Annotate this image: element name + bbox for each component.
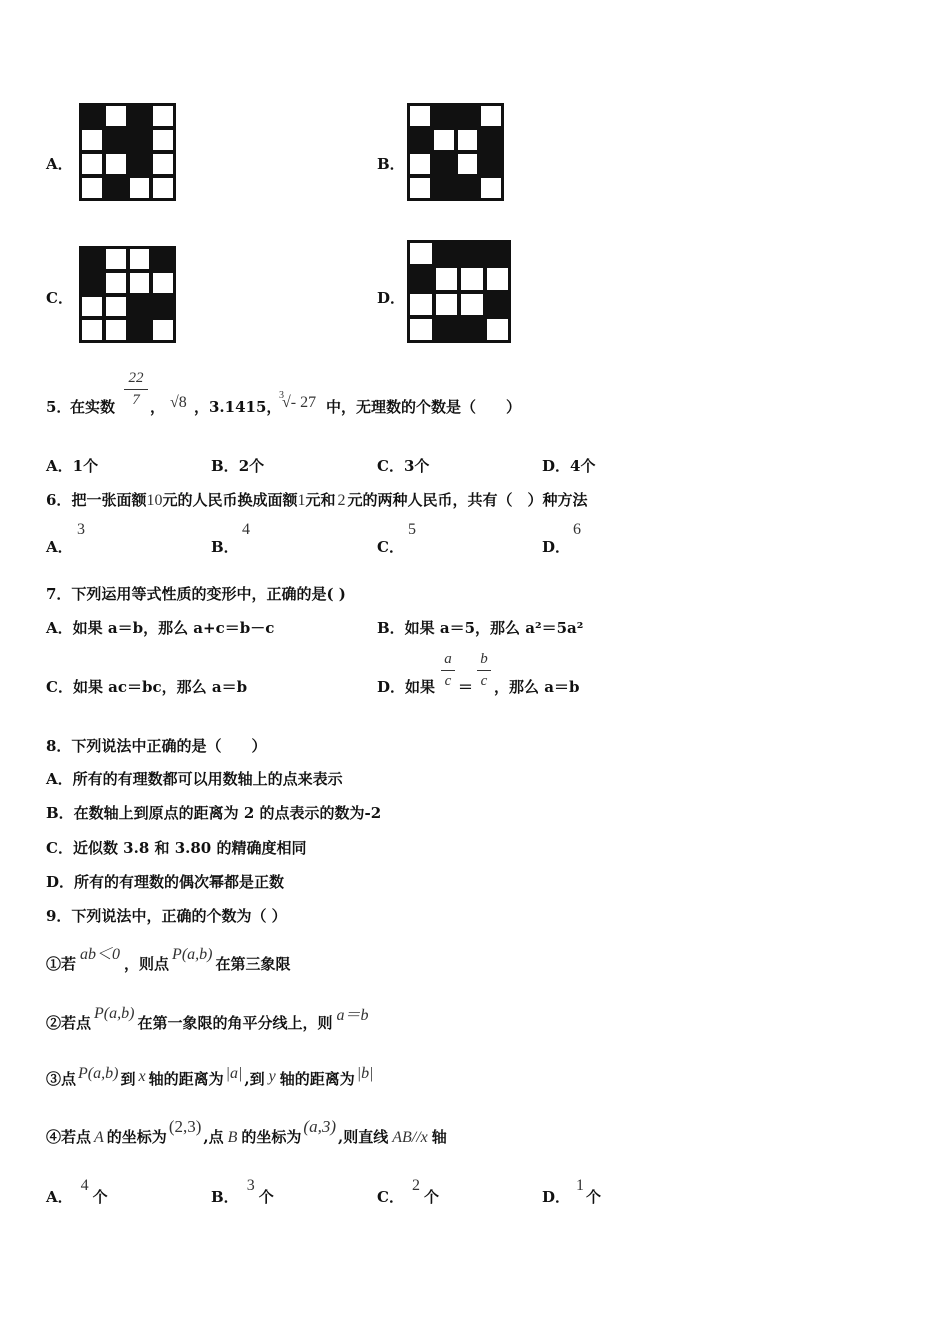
q5-fraction [124, 370, 148, 409]
grid-cell-white [152, 272, 174, 294]
q6-option-d-label[interactable]: D． [542, 538, 571, 556]
s4-c: ,点 [203, 1128, 224, 1146]
grid-cell-black [433, 105, 455, 127]
s3-c: 轴的距离为 [148, 1070, 224, 1088]
option-text: 1个 [72, 457, 99, 475]
option-num: 3 [246, 1177, 255, 1194]
frac-num: a [444, 651, 452, 667]
grid-cell-white [480, 177, 502, 199]
q6-n1: 10 [146, 492, 163, 509]
option-label: B． [211, 1188, 239, 1206]
grid-cell-white [81, 177, 103, 199]
q9-statement-2 [46, 1005, 372, 1033]
grid-cell-black [129, 129, 151, 151]
q6-part3: 元和 [305, 491, 336, 509]
q5-frac-den: 7 [132, 392, 140, 408]
q6-part2: 元的人民币换成面额 [162, 491, 298, 509]
grid-cell-black [486, 293, 510, 316]
grid-option-b-label: B． [377, 155, 405, 173]
frac-den: c [444, 673, 452, 689]
grid-cell-black [81, 272, 103, 294]
fraction-bar [124, 389, 148, 390]
q9-option-d[interactable] [542, 1177, 602, 1207]
q9-option-c[interactable] [377, 1177, 439, 1207]
s2-a: ②若点 [46, 1014, 92, 1032]
option-text: 3个 [403, 457, 430, 475]
s3-d: ,到 [244, 1070, 265, 1088]
q5-option-a[interactable] [46, 455, 98, 476]
grid-cell-black [435, 242, 459, 265]
grid-cell-black [129, 105, 151, 127]
q7-stem: 7．下列运用等式性质的变形中，正确的是( ) [46, 585, 346, 603]
option-label: D． [542, 457, 571, 475]
grid-cell-white [152, 105, 174, 127]
option-num: 2 [411, 1177, 420, 1194]
grid-option-d-figure [407, 240, 511, 343]
grid-cell-white [486, 267, 510, 290]
grid-cell-black [480, 129, 502, 151]
s1-m1: ab＜0 [80, 946, 121, 963]
grid-cell-black [129, 153, 151, 175]
q9-statement-4 [46, 1117, 447, 1147]
grid-cell-white [152, 319, 174, 341]
grid-cell-white [129, 248, 151, 270]
grid-option-b-figure [407, 103, 504, 201]
grid-cell-black [81, 105, 103, 127]
s1-b: ，则点 [124, 955, 170, 973]
grid-cell-black [460, 318, 484, 341]
grid-cell-black [81, 248, 103, 270]
s3-a: ③点 [46, 1070, 77, 1088]
q5-option-d[interactable] [542, 455, 595, 476]
grid-option-a-figure [79, 103, 176, 201]
option-label: C． [377, 457, 404, 475]
grid-option-c-label: C． [46, 289, 73, 307]
q8-option-c[interactable]: C．近似数 3.8 和 3.80 的精确度相同 [46, 839, 307, 857]
grid-cell-black [457, 177, 479, 199]
grid-cell-white [409, 153, 431, 175]
q5-sep1: ， [150, 398, 166, 416]
s4-e: ,则直线 [338, 1128, 389, 1146]
q5-cbrt: √- 27 [282, 394, 317, 411]
option-label: C． [377, 1188, 404, 1206]
s1-m2: P(a,b) [172, 946, 213, 963]
s1-c: 在第三象限 [215, 955, 291, 973]
grid-cell-black [457, 105, 479, 127]
q5-cbrt-index: 3 [279, 390, 284, 401]
s4-m4: (a,3) [303, 1117, 336, 1136]
s2-m2: a＝b [336, 1007, 369, 1024]
grid-cell-white [81, 129, 103, 151]
q7-option-d-suffix: ，那么 a＝b [494, 678, 580, 696]
grid-cell-white [105, 319, 127, 341]
q5-option-b[interactable] [211, 455, 264, 476]
grid-option-d-label: D． [377, 289, 406, 307]
grid-cell-white [129, 177, 151, 199]
grid-cell-white [81, 319, 103, 341]
s4-a: ④若点 [46, 1128, 92, 1146]
grid-cell-black [105, 129, 127, 151]
q8-option-a[interactable]: A．所有的有理数都可以用数轴上的点来表示 [46, 770, 343, 788]
grid-cell-white [435, 293, 459, 316]
s3-m3: |a| [225, 1065, 243, 1082]
q6-option-b-text: 4 [242, 521, 250, 538]
q7-option-d-eq: ＝ [458, 678, 474, 696]
grid-cell-white [457, 129, 479, 151]
q7-option-a[interactable]: A．如果 a＝b，那么 a+c＝b－c [46, 619, 275, 637]
grid-cell-white [129, 272, 151, 294]
grid-cell-black [409, 129, 431, 151]
grid-cell-black [433, 153, 455, 175]
grid-cell-white [409, 242, 433, 265]
s4-m1: A [94, 1129, 104, 1146]
q5-frac-num: 22 [128, 370, 144, 386]
q5-option-c[interactable] [377, 455, 429, 476]
q9-stem: 9．下列说法中，正确的个数为（ ） [46, 907, 287, 925]
q8-stem: 8．下列说法中正确的是（ ） [46, 737, 267, 755]
grid-cell-white [409, 105, 431, 127]
grid-cell-black [460, 242, 484, 265]
option-unit: 个 [258, 1188, 274, 1206]
grid-cell-black [152, 248, 174, 270]
q6-option-a-label[interactable]: A． [46, 538, 73, 556]
frac-num: b [480, 651, 488, 667]
q7-option-d-prefix: D．如果 [377, 678, 436, 696]
option-unit: 个 [92, 1188, 108, 1206]
q6-number: 6． [46, 491, 72, 509]
q6-stem [46, 489, 588, 510]
grid-cell-white [460, 293, 484, 316]
grid-cell-white [81, 153, 103, 175]
grid-cell-white [409, 177, 431, 199]
option-num: 1 [576, 1177, 585, 1194]
grid-cell-black [129, 319, 151, 341]
grid-cell-white [435, 267, 459, 290]
grid-option-a-label: A． [46, 155, 73, 173]
q5-sep2: ，3.1415， [194, 398, 282, 416]
q6-option-b-label[interactable]: B． [211, 538, 239, 556]
q6-part1: 把一张面额 [71, 491, 147, 509]
grid-cell-white [460, 267, 484, 290]
grid-cell-white [105, 248, 127, 270]
grid-cell-black [433, 177, 455, 199]
option-label: A． [46, 1188, 73, 1206]
s2-m1: P(a,b) [94, 1005, 135, 1022]
grid-cell-white [152, 153, 174, 175]
q9-statement-3 [46, 1065, 376, 1089]
grid-cell-black [129, 296, 151, 318]
option-text: 4个 [570, 457, 596, 475]
option-label: D． [542, 1188, 571, 1206]
grid-cell-white [409, 318, 433, 341]
fraction-bar [441, 670, 455, 671]
option-num: 4 [80, 1177, 89, 1194]
option-label: B． [211, 457, 239, 475]
grid-cell-white [433, 129, 455, 151]
s4-b: 的坐标为 [106, 1128, 167, 1146]
q9-option-a[interactable] [46, 1177, 108, 1207]
q8-option-d[interactable]: D．所有的有理数的偶次幂都是正数 [46, 873, 285, 891]
q6-part4: 元的两种人民币，共有（ ）种方法 [347, 491, 588, 509]
option-label: A． [46, 457, 73, 475]
q9-statement-1 [46, 946, 291, 974]
grid-cell-black [152, 296, 174, 318]
s3-m1: P(a,b) [78, 1065, 119, 1082]
q7-fraction-b-over-c [477, 651, 491, 690]
q8-option-b[interactable]: B．在数轴上到原点的距离为 2 的点表示的数为-2 [46, 804, 382, 822]
grid-cell-white [409, 293, 433, 316]
q7-fraction-a-over-c [441, 651, 455, 690]
q7-option-b[interactable]: B．如果 a＝5，那么 a²＝5a² [377, 619, 584, 637]
s4-m3: B [227, 1129, 238, 1146]
grid-cell-white [105, 296, 127, 318]
option-unit: 个 [423, 1188, 439, 1206]
grid-cell-black [105, 177, 127, 199]
q6-option-d-text: 6 [573, 521, 581, 538]
grid-cell-white [480, 105, 502, 127]
grid-cell-white [81, 296, 103, 318]
q6-n2: 1 [297, 492, 306, 509]
s4-m2: (2,3) [168, 1117, 202, 1136]
grid-cell-white [105, 105, 127, 127]
q5-number: 5． [46, 398, 72, 416]
q5-suffix: 中，无理数的个数是（ ） [326, 398, 522, 416]
grid-cell-white [486, 318, 510, 341]
grid-cell-black [409, 267, 433, 290]
grid-cell-white [152, 129, 174, 151]
fraction-bar [477, 670, 491, 671]
s1-a: ①若 [46, 955, 77, 973]
s3-e: 轴的距离为 [279, 1070, 355, 1088]
s3-m5: |b| [356, 1065, 374, 1082]
option-unit: 个 [586, 1188, 602, 1206]
frac-den: c [480, 673, 488, 689]
option-text: 2个 [238, 457, 265, 475]
s4-m5: AB//x [392, 1129, 428, 1146]
grid-cell-white [105, 153, 127, 175]
s3-b: 到 [120, 1070, 136, 1088]
grid-cell-black [480, 153, 502, 175]
s3-m2: x [138, 1068, 146, 1085]
s3-m4: y [268, 1068, 276, 1085]
grid-cell-white [105, 272, 127, 294]
grid-cell-black [486, 242, 510, 265]
grid-cell-white [457, 153, 479, 175]
q6-n3: 2 [337, 492, 346, 509]
q9-option-b[interactable] [211, 1177, 274, 1207]
q5-sqrt8: √8 [170, 394, 187, 411]
q6-option-c-label[interactable]: C． [377, 538, 404, 556]
q6-option-a-text: 3 [77, 521, 85, 538]
q5-prefix: 在实数 [70, 398, 116, 416]
q6-option-c-text: 5 [408, 521, 416, 538]
grid-cell-white [152, 177, 174, 199]
s2-b: 在第一象限的角平分线上，则 [137, 1014, 333, 1032]
grid-option-c-figure [79, 246, 176, 343]
q7-option-c[interactable]: C．如果 ac＝bc，那么 a＝b [46, 678, 248, 696]
s4-d: 的坐标为 [241, 1128, 302, 1146]
grid-cell-black [435, 318, 459, 341]
s4-f: 轴 [431, 1128, 447, 1146]
